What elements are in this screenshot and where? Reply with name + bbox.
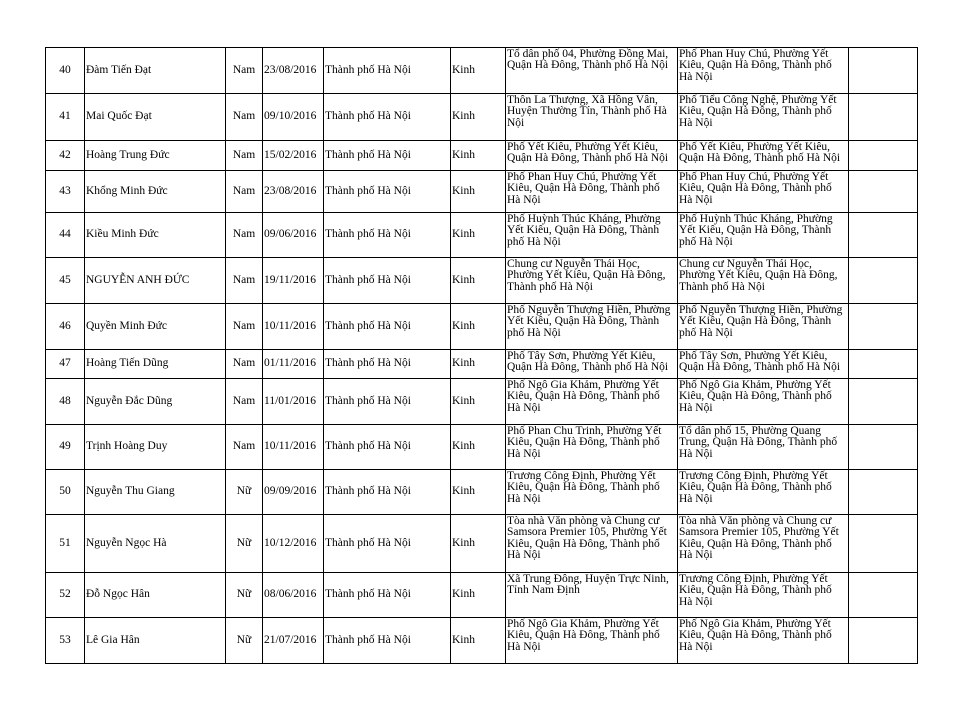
hometown-address-cell: Phố Phan Huy Chú, Phường Yết Kiêu, Quận Hà Đông, Thành phố Hà Nội — [506, 171, 678, 213]
table-row — [46, 48, 918, 94]
note-cell — [849, 379, 918, 425]
table-row — [46, 470, 918, 515]
gender-cell: Nữ — [226, 618, 263, 664]
note-cell — [849, 171, 918, 213]
date-of-birth-cell: 08/06/2016 — [263, 573, 324, 618]
hometown-address-cell: Thôn La Thượng, Xã Hồng Vân, Huyện Thường Tín, Thành phố Hà Nội — [506, 94, 678, 141]
birthplace-cell: Thành phố Hà Nội — [324, 425, 451, 470]
note-cell — [849, 425, 918, 470]
ethnicity-cell: Kinh — [451, 213, 506, 258]
ethnicity-cell: Kinh — [451, 350, 506, 379]
student-name-cell: Khổng Minh Đức — [85, 171, 226, 213]
gender-cell: Nữ — [226, 573, 263, 618]
note-cell — [849, 304, 918, 350]
gender-cell: Nữ — [226, 470, 263, 515]
hometown-address-cell: Xã Trung Đông, Huyện Trực Ninh, Tỉnh Nam Định — [506, 573, 678, 618]
hometown-address-cell: Phố Nguyễn Thượng Hiền, Phường Yết Kiêu, Quận Hà Đông, Thành phố Hà Nội — [506, 304, 678, 350]
table-row — [46, 425, 918, 470]
row-number-cell: 43 — [46, 171, 85, 213]
hometown-address-cell: Chung cư Nguyễn Thái Học, Phường Yết Kiêu, Quận Hà Đông, Thành phố Hà Nội — [506, 258, 678, 304]
ethnicity-cell: Kinh — [451, 141, 506, 171]
student-name-cell: Nguyễn Ngọc Hà — [85, 515, 226, 573]
hometown-address-cell: Trương Công Định, Phường Yết Kiêu, Quận Hà Đông, Thành phố Hà Nội — [506, 470, 678, 515]
date-of-birth-cell: 23/08/2016 — [263, 171, 324, 213]
student-name-cell: Quyền Minh Đức — [85, 304, 226, 350]
date-of-birth-cell: 11/01/2016 — [263, 379, 324, 425]
table-row — [46, 618, 918, 664]
gender-cell: Nữ — [226, 515, 263, 573]
gender-cell: Nam — [226, 304, 263, 350]
row-number-cell: 40 — [46, 48, 85, 94]
row-number-cell: 51 — [46, 515, 85, 573]
gender-cell: Nam — [226, 258, 263, 304]
hometown-address-cell: Tổ dân phố 04, Phường Đồng Mai, Quận Hà Đông, Thành phố Hà Nội — [506, 48, 678, 94]
table-row — [46, 515, 918, 573]
note-cell — [849, 94, 918, 141]
ethnicity-cell: Kinh — [451, 304, 506, 350]
hometown-address-cell: Phố Yết Kiêu, Phường Yết Kiêu, Quận Hà Đông, Thành phố Hà Nội — [506, 141, 678, 171]
gender-cell: Nam — [226, 213, 263, 258]
birthplace-cell: Thành phố Hà Nội — [324, 94, 451, 141]
date-of-birth-cell: 21/07/2016 — [263, 618, 324, 664]
ethnicity-cell: Kinh — [451, 515, 506, 573]
residence-address-cell: Phố Tiểu Công Nghệ, Phường Yết Kiêu, Quận Hà Đông, Thành phố Hà Nội — [678, 94, 849, 141]
ethnicity-cell: Kinh — [451, 379, 506, 425]
table-row — [46, 94, 918, 141]
table-row — [46, 213, 918, 258]
note-cell — [849, 258, 918, 304]
ethnicity-cell: Kinh — [451, 171, 506, 213]
ethnicity-cell: Kinh — [451, 48, 506, 94]
ethnicity-cell: Kinh — [451, 470, 506, 515]
gender-cell: Nam — [226, 425, 263, 470]
birthplace-cell: Thành phố Hà Nội — [324, 515, 451, 573]
row-number-cell: 42 — [46, 141, 85, 171]
residence-address-cell: Phố Nguyễn Thượng Hiền, Phường Yết Kiêu, Quận Hà Đông, Thành phố Hà Nội — [678, 304, 849, 350]
birthplace-cell: Thành phố Hà Nội — [324, 171, 451, 213]
note-cell — [849, 573, 918, 618]
table-row — [46, 379, 918, 425]
student-name-cell: Hoàng Trung Đức — [85, 141, 226, 171]
row-number-cell: 48 — [46, 379, 85, 425]
table-row — [46, 141, 918, 171]
residence-address-cell: Phố Tây Sơn, Phường Yết Kiêu, Quận Hà Đông, Thành phố Hà Nội — [678, 350, 849, 379]
residence-address-cell: Trương Công Định, Phường Yết Kiêu, Quận Hà Đông, Thành phố Hà Nội — [678, 573, 849, 618]
note-cell — [849, 618, 918, 664]
gender-cell: Nam — [226, 350, 263, 379]
residence-address-cell: Chung cư Nguyễn Thái Học, Phường Yết Kiêu, Quận Hà Đông, Thành phố Hà Nội — [678, 258, 849, 304]
hometown-address-cell: Phố Ngô Gia Khảm, Phường Yết Kiêu, Quận Hà Đông, Thành phố Hà Nội — [506, 379, 678, 425]
row-number-cell: 41 — [46, 94, 85, 141]
date-of-birth-cell: 01/11/2016 — [263, 350, 324, 379]
residence-address-cell: Phố Phan Huy Chú, Phường Yết Kiêu, Quận Hà Đông, Thành phố Hà Nội — [678, 171, 849, 213]
date-of-birth-cell: 09/06/2016 — [263, 213, 324, 258]
residence-address-cell: Phố Ngô Gia Khảm, Phường Yết Kiêu, Quận Hà Đông, Thành phố Hà Nội — [678, 618, 849, 664]
row-number-cell: 49 — [46, 425, 85, 470]
date-of-birth-cell: 10/11/2016 — [263, 425, 324, 470]
row-number-cell: 50 — [46, 470, 85, 515]
ethnicity-cell: Kinh — [451, 258, 506, 304]
birthplace-cell: Thành phố Hà Nội — [324, 304, 451, 350]
gender-cell: Nam — [226, 141, 263, 171]
residence-address-cell: Tòa nhà Văn phòng và Chung cư Samsora Premier 105, Phường Yết Kiêu, Quận Hà Đông, Thành phố Hà Nội — [678, 515, 849, 573]
birthplace-cell: Thành phố Hà Nội — [324, 141, 451, 171]
note-cell — [849, 350, 918, 379]
residence-address-cell: Phố Huỳnh Thúc Kháng, Phường Yết Kiêu, Quận Hà Đông, Thành phố Hà Nội — [678, 213, 849, 258]
hometown-address-cell: Phố Phan Chu Trinh, Phường Yết Kiêu, Quận Hà Đông, Thành phố Hà Nội — [506, 425, 678, 470]
hometown-address-cell: Tòa nhà Văn phòng và Chung cư Samsora Premier 105, Phường Yết Kiêu, Quận Hà Đông, Thành phố Hà Nội — [506, 515, 678, 573]
hometown-address-cell: Phố Ngô Gia Khảm, Phường Yết Kiêu, Quận Hà Đông, Thành phố Hà Nội — [506, 618, 678, 664]
birthplace-cell: Thành phố Hà Nội — [324, 618, 451, 664]
table-row — [46, 258, 918, 304]
residence-address-cell: Phố Phan Huy Chú, Phường Yết Kiêu, Quận Hà Đông, Thành phố Hà Nội — [678, 48, 849, 94]
note-cell — [849, 141, 918, 171]
date-of-birth-cell: 09/09/2016 — [263, 470, 324, 515]
student-name-cell: NGUYỄN ANH ĐỨC — [85, 258, 226, 304]
birthplace-cell: Thành phố Hà Nội — [324, 213, 451, 258]
residence-address-cell: Trương Công Định, Phường Yết Kiêu, Quận Hà Đông, Thành phố Hà Nội — [678, 470, 849, 515]
gender-cell: Nam — [226, 379, 263, 425]
residence-address-cell: Tổ dân phố 15, Phường Quang Trung, Quận Hà Đông, Thành phố Hà Nội — [678, 425, 849, 470]
student-name-cell: Lê Gia Hân — [85, 618, 226, 664]
table-body — [46, 48, 918, 664]
student-name-cell: Trịnh Hoàng Duy — [85, 425, 226, 470]
date-of-birth-cell: 15/02/2016 — [263, 141, 324, 171]
gender-cell: Nam — [226, 48, 263, 94]
row-number-cell: 44 — [46, 213, 85, 258]
table-row — [46, 304, 918, 350]
student-name-cell: Nguyễn Thu Giang — [85, 470, 226, 515]
birthplace-cell: Thành phố Hà Nội — [324, 258, 451, 304]
birthplace-cell: Thành phố Hà Nội — [324, 470, 451, 515]
date-of-birth-cell: 10/11/2016 — [263, 304, 324, 350]
date-of-birth-cell: 09/10/2016 — [263, 94, 324, 141]
student-name-cell: Đàm Tiến Đạt — [85, 48, 226, 94]
residence-address-cell: Phố Ngô Gia Khảm, Phường Yết Kiêu, Quận Hà Đông, Thành phố Hà Nội — [678, 379, 849, 425]
note-cell — [849, 515, 918, 573]
ethnicity-cell: Kinh — [451, 425, 506, 470]
student-name-cell: Kiều Minh Đức — [85, 213, 226, 258]
ethnicity-cell: Kinh — [451, 94, 506, 141]
gender-cell: Nam — [226, 94, 263, 141]
birthplace-cell: Thành phố Hà Nội — [324, 379, 451, 425]
hometown-address-cell: Phố Tây Sơn, Phường Yết Kiêu, Quận Hà Đông, Thành phố Hà Nội — [506, 350, 678, 379]
ethnicity-cell: Kinh — [451, 618, 506, 664]
note-cell — [849, 470, 918, 515]
residence-address-cell: Phố Yết Kiêu, Phường Yết Kiêu, Quận Hà Đông, Thành phố Hà Nội — [678, 141, 849, 171]
row-number-cell: 47 — [46, 350, 85, 379]
birthplace-cell: Thành phố Hà Nội — [324, 350, 451, 379]
hometown-address-cell: Phố Huỳnh Thúc Kháng, Phường Yết Kiêu, Quận Hà Đông, Thành phố Hà Nội — [506, 213, 678, 258]
birthplace-cell: Thành phố Hà Nội — [324, 48, 451, 94]
table-row — [46, 573, 918, 618]
gender-cell: Nam — [226, 171, 263, 213]
row-number-cell: 45 — [46, 258, 85, 304]
row-number-cell: 53 — [46, 618, 85, 664]
student-name-cell: Đỗ Ngọc Hân — [85, 573, 226, 618]
ethnicity-cell: Kinh — [451, 573, 506, 618]
table-row — [46, 171, 918, 213]
student-name-cell: Hoàng Tiến Dũng — [85, 350, 226, 379]
date-of-birth-cell: 10/12/2016 — [263, 515, 324, 573]
row-number-cell: 46 — [46, 304, 85, 350]
date-of-birth-cell: 19/11/2016 — [263, 258, 324, 304]
row-number-cell: 52 — [46, 573, 85, 618]
note-cell — [849, 213, 918, 258]
note-cell — [849, 48, 918, 94]
student-list-table — [45, 47, 918, 664]
birthplace-cell: Thành phố Hà Nội — [324, 573, 451, 618]
student-name-cell: Nguyễn Đắc Dũng — [85, 379, 226, 425]
date-of-birth-cell: 23/08/2016 — [263, 48, 324, 94]
student-name-cell: Mai Quốc Đạt — [85, 94, 226, 141]
table-row — [46, 350, 918, 379]
